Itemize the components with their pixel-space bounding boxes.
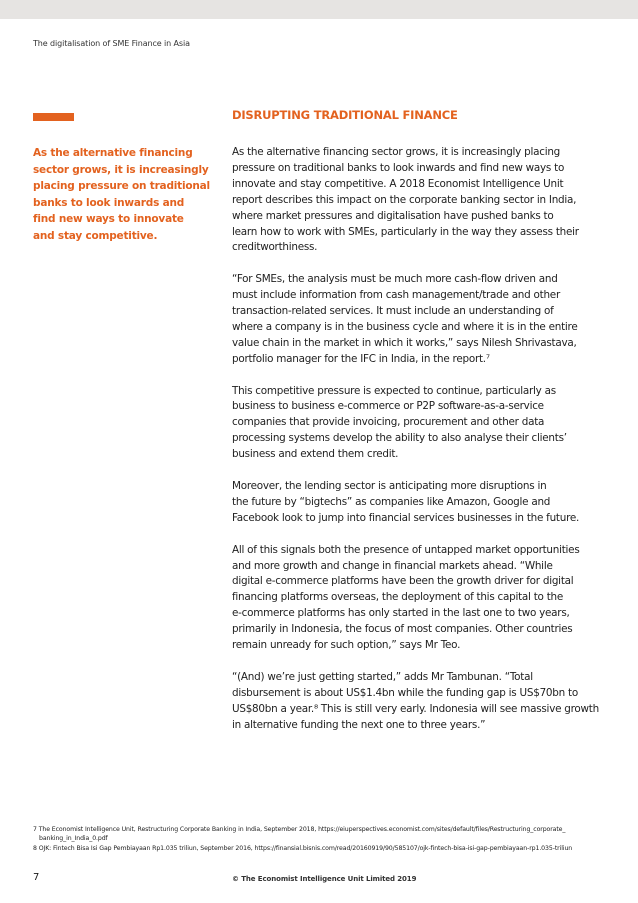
body-line: US$80bn a year.⁸ This is still very early. Indonesia will see massive growth: [232, 702, 599, 715]
body-line: This competitive pressure is expected to continue, particularly as: [232, 384, 556, 397]
body-line: must include information from cash management/trade and other: [232, 289, 560, 302]
body-line: where market pressures and digitalisation have pushed banks to: [232, 209, 554, 222]
paragraph: [232, 384, 602, 464]
body-line: “For SMEs, the analysis must be much more cash-flow driven and: [232, 273, 558, 286]
body-line: Facebook look to jump into financial services businesses in the future.: [232, 511, 580, 524]
body-line: business to business e-commerce or P2P software-as-a-service: [232, 400, 544, 413]
body-line: creditworthiness.: [232, 241, 318, 254]
body-line: processing systems develop the ability to also analyse their clients’: [232, 432, 567, 445]
pull-quote-line: placing pressure on traditional: [33, 180, 210, 192]
footnote-7-continued: banking_in_India_0.pdf: [39, 835, 108, 843]
body-line: financing platforms overseas, the deployment of this capital to the: [232, 591, 564, 604]
body-line: learn how to work with SMEs, particularly in the way they assess their: [232, 225, 579, 238]
body-line: portfolio manager for the IFC in India, in the report.⁷: [232, 352, 490, 365]
body-line: transaction-related services. It must include an understanding of: [232, 305, 554, 318]
body-line: primarily in Indonesia, the focus of most companies. Other countries: [232, 623, 573, 636]
pull-quote-line: sector grows, it is increasingly: [33, 163, 209, 176]
pull-quote-line: banks to look inwards and: [33, 196, 185, 209]
pull-quote: [33, 145, 218, 244]
body-line: and more growth and change in financial markets ahead. “While: [232, 559, 553, 572]
body-line: digital e-commerce platforms have been the growth driver for digital: [232, 575, 574, 588]
body-line: business and extend them credit.: [232, 448, 399, 461]
body-line: innovate and stay competitive. A 2018 Economist Intelligence Unit: [232, 177, 564, 190]
paragraph: [232, 543, 602, 654]
page-number: 7: [33, 872, 40, 883]
body-line: All of this signals both the presence of untapped market opportunities: [232, 543, 580, 556]
footnotes: [33, 825, 613, 853]
accent-bar: [33, 113, 74, 121]
body-line: in alternative funding the next one to three years.”: [232, 718, 486, 731]
body-line: the future by “bigtechs” as companies like Amazon, Google and: [232, 495, 551, 508]
paragraph: [232, 272, 602, 367]
footnote-8: 8 OJK: Fintech Bisa Isi Gap Pembiayaan Rp1.035 triliun, September 2016, https://finansial.bisnis.com/read/20160919/90/585107/ojk-fintech-bisa-isi-gap-pembiayaan-rp1.035-triliun: [33, 844, 573, 852]
article-body: [232, 145, 602, 749]
body-line: “(And) we’re just getting started,” adds Mr Tambunan. “Total: [232, 670, 533, 683]
pull-quote-line: As the alternative financing: [33, 147, 193, 159]
body-line: remain unready for such option,” says Mr Teo.: [232, 639, 461, 652]
body-line: companies that provide invoicing, procurement and other data: [232, 416, 545, 429]
paragraph: [232, 670, 602, 734]
body-line: As the alternative financing sector grows, it is increasingly placing: [232, 146, 561, 158]
paragraph: [232, 145, 602, 256]
top-band: [0, 0, 638, 19]
body-line: where a company is in the business cycle and where it is in the entire: [232, 320, 578, 333]
body-line: pressure on traditional banks to look inwards and find new ways to: [232, 161, 565, 174]
body-line: disbursement is about US$1.4bn while the funding gap is US$70bn to: [232, 686, 578, 699]
running-header: The digitalisation of SME Finance in Asia: [33, 39, 190, 48]
body-line: e-commerce platforms has only started in the last one to two years,: [232, 607, 570, 620]
section-heading: DISRUPTING TRADITIONAL FINANCE: [232, 108, 458, 122]
paragraph: [232, 479, 602, 527]
footnote-7: 7 The Economist Intelligence Unit, Restructuring Corporate Banking in India, September 2018, https://eiuperspectives.economist.com/sites/default/files/Restructuring_corporate_: [33, 826, 566, 833]
body-line: Moreover, the lending sector is anticipating more disruptions in: [232, 479, 547, 492]
copyright-notice: © The Economist Intelligence Unit Limited 2019: [232, 875, 417, 883]
pull-quote-line: find new ways to innovate: [33, 213, 184, 225]
body-line: report describes this impact on the corporate banking sector in India,: [232, 193, 577, 206]
body-line: value chain in the market in which it works,” says Nilesh Shrivastava,: [232, 336, 577, 349]
pull-quote-line: and stay competitive.: [33, 229, 158, 242]
